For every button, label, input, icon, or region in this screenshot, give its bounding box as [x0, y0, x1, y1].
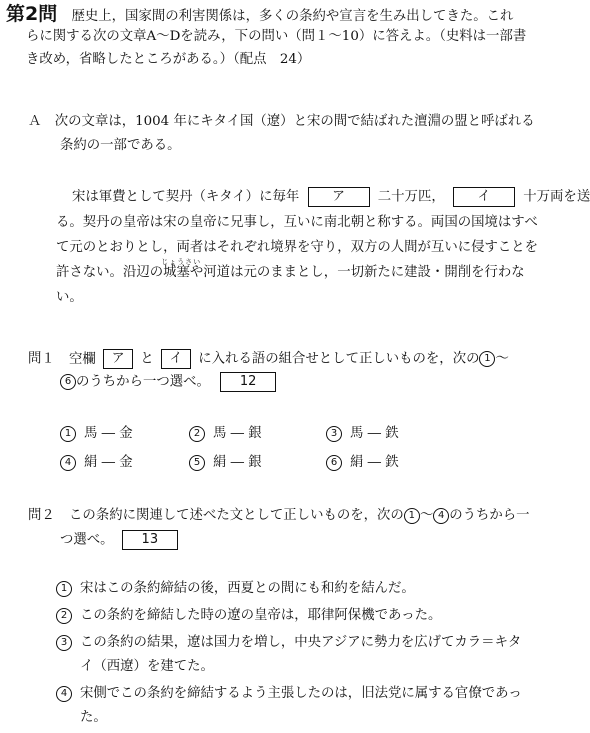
passage-line-2: る。契丹の皇帝は宋の皇帝に兄事し，互いに南北朝と称する。両国の国境はすべ: [56, 215, 538, 230]
section-a-intro-1: Ａ 次の文章は，1004 年にキタイ国（遼）と宋の間で結ばれた澶淵の盟と呼ばれる: [28, 114, 535, 129]
q1-option-5[interactable]: [189, 453, 262, 473]
q1-text-3: に入れる語の組合せとして正しいものを，次の: [198, 351, 480, 367]
header-text-1: 歴史上，国家間の利害関係は，多くの条約や宣言を生み出してきた。これ: [71, 9, 514, 24]
q1-text-1: 空欄: [69, 351, 96, 367]
ruby-word: [161, 258, 202, 283]
q2-option-4-continued: た。: [80, 710, 107, 725]
section-a-intro-2: 条約の一部である。: [60, 138, 181, 153]
passage-text-4a: 許さない。沿辺の: [56, 265, 164, 280]
q1-option-1[interactable]: [60, 424, 133, 444]
q1-choice-start-marker: 1: [479, 351, 495, 367]
q2-choice-end-marker: 4: [433, 508, 449, 524]
q1-text-2: と: [140, 351, 154, 367]
option-text: この条約を締結した時の遼の皇帝は，耶律阿保機であった。: [80, 608, 442, 623]
option-marker: 1: [56, 581, 72, 597]
q1-line-2: [60, 372, 276, 393]
option-marker: 6: [326, 455, 342, 471]
q2-option-3-continued: イ（西遼）を建てた。: [80, 659, 214, 674]
option-text: 宋側でこの条約を締結するよう主張したのは，旧法党に属する官僚であっ: [80, 686, 522, 701]
q2-line-1: [28, 506, 530, 526]
q1-tilde: ～: [495, 351, 509, 367]
header-text-2: らに関する次の文章A～Dを読み，下の問い（問１～10）に答えよ。（史料は一部書: [26, 29, 527, 44]
passage-line-3: て元のとおりとし，両者はそれぞれ境界を守り，双方の人間が互いに侵すことを: [56, 240, 539, 255]
option-text: 馬 ― 鉄: [350, 426, 399, 441]
ruby-base: 城塞: [163, 265, 190, 280]
q2-line-2: [60, 530, 178, 551]
q2-option-4[interactable]: [56, 684, 522, 704]
blank-i-box: イ: [453, 187, 515, 207]
option-text: 絹 ― 銀: [213, 455, 262, 470]
q1-line-1: [28, 349, 509, 370]
q2-choice-start-marker: 1: [404, 508, 420, 524]
option-text: 絹 ― 鉄: [350, 455, 399, 470]
option-marker: 3: [56, 635, 72, 651]
q1-text-4: のうちから一つ選べ。: [76, 374, 210, 390]
option-marker: 3: [326, 426, 342, 442]
q2-text-1: この条約に関連して述べた文として正しいものを，次の: [69, 508, 404, 523]
passage-line-4: [56, 258, 525, 283]
q2-option-3[interactable]: [56, 633, 521, 653]
q2-text-3: つ選べ。: [60, 532, 114, 548]
q1-blank-a-box: ア: [103, 349, 133, 369]
q2-option-1[interactable]: [56, 579, 415, 599]
option-marker: 2: [56, 608, 72, 624]
q1-answer-number-box: 12: [220, 372, 276, 392]
option-text: 絹 ― 金: [84, 455, 133, 470]
header-text-3: き改め，省略したところがある。）（配点 24）: [26, 52, 311, 67]
q2-answer-number-box: 13: [122, 530, 178, 550]
blank-a-box: ア: [308, 187, 370, 207]
option-marker: 5: [189, 455, 205, 471]
passage-text-1a: 宋は軍費として契丹（キタイ）に毎年: [72, 189, 300, 205]
q1-option-4[interactable]: [60, 453, 133, 473]
q2-text-2: のうちから一: [449, 508, 530, 523]
q1-choice-end-marker: 6: [60, 374, 76, 390]
passage-text-1c: 十万両を送: [523, 189, 590, 205]
option-text: 馬 ― 銀: [213, 426, 262, 441]
question-title: 第2問: [6, 3, 58, 25]
passage-text-1b: 二十万匹，: [377, 189, 445, 205]
q1-option-3[interactable]: [326, 424, 399, 444]
option-text: 宋はこの条約締結の後，西夏との間にも和約を結んだ。: [80, 581, 415, 596]
option-text: この条約の結果，遼は国力を増し，中央アジアに勢力を広げてカラ＝キタ: [80, 635, 522, 650]
ruby-reading: じょうさい: [161, 258, 202, 266]
q1-option-6[interactable]: [326, 453, 399, 473]
q2-option-2[interactable]: [56, 606, 441, 626]
option-marker: 4: [56, 686, 72, 702]
q1-blank-i-box: イ: [161, 349, 191, 369]
option-marker: 4: [60, 455, 76, 471]
passage-line-5: い。: [56, 290, 83, 305]
question-header-line1: [6, 4, 513, 27]
q1-label: 問１: [28, 351, 55, 367]
passage-line-1: [72, 187, 590, 208]
option-marker: 1: [60, 426, 76, 442]
passage-text-4b: や河道は元のままとし，一切新たに建設・開削を行わな: [189, 265, 525, 280]
q2-label: 問２: [28, 508, 55, 523]
q1-option-2[interactable]: [189, 424, 262, 444]
option-text: 馬 ― 金: [84, 426, 133, 441]
q2-tilde: ～: [419, 508, 434, 523]
option-marker: 2: [189, 426, 205, 442]
